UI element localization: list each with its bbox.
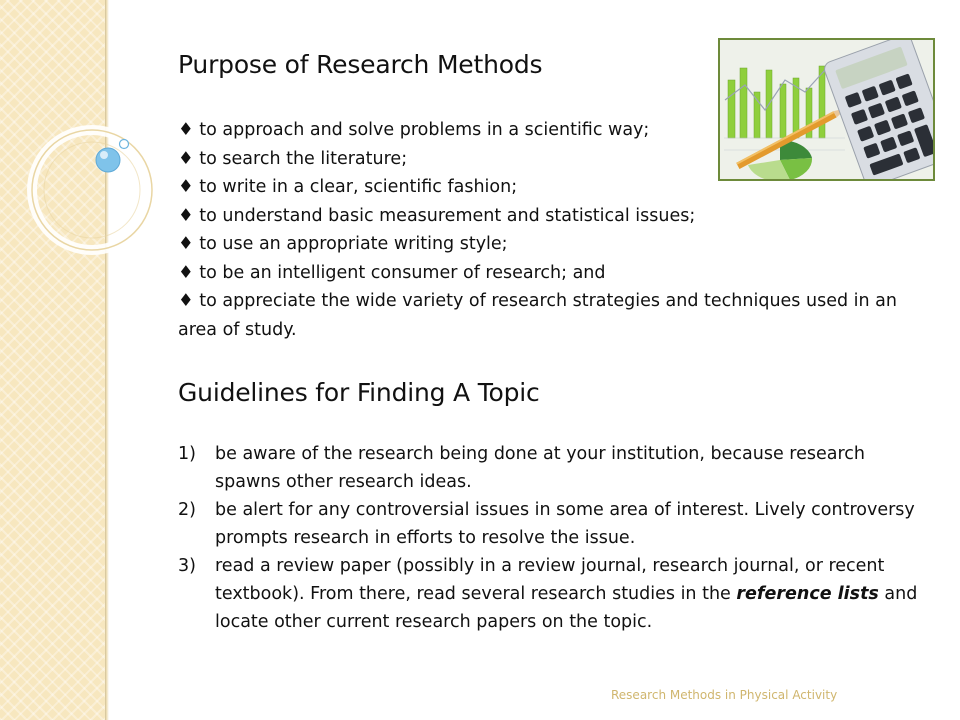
diamond-bullet-icon: ♦ <box>178 205 194 226</box>
sidebar-edge <box>106 0 109 720</box>
decorative-sidebar <box>0 0 106 720</box>
guidelines-heading: Guidelines for Finding A Topic <box>178 378 540 407</box>
guideline-text-part: read a review paper (possibly in a review journal, research journal, or recent textbook). From there, read several research studies in the <box>215 556 885 604</box>
purpose-bullet <box>178 202 923 231</box>
bullet-text: to understand basic measurement and statistical issues; <box>199 205 696 226</box>
guideline-text-part: and locate other current research papers on the topic. <box>215 584 918 632</box>
bullet-text: to write in a clear, scientific fashion; <box>199 177 518 197</box>
chart-calculator-icon <box>720 40 933 179</box>
diamond-bullet-icon: ♦ <box>178 234 194 254</box>
guideline-number: 2) <box>178 500 196 520</box>
purpose-bullet <box>178 230 923 259</box>
guideline-number: 1) <box>178 444 196 464</box>
bullet-text: to use an appropriate writing style; <box>199 234 508 254</box>
diamond-bullet-icon: ♦ <box>178 291 194 311</box>
guideline-number: 3) <box>178 556 196 576</box>
purpose-bullet <box>178 259 923 288</box>
diamond-bullet-icon: ♦ <box>178 177 194 197</box>
reference-lists-emphasis: reference lists <box>736 584 879 604</box>
diamond-bullet-icon: ♦ <box>178 262 194 283</box>
purpose-heading: Purpose of Research Methods <box>178 50 543 79</box>
guideline-text: be aware of the research being done at your institution, because research spawns other research ideas. <box>215 444 865 492</box>
guidelines-list <box>178 440 938 636</box>
bullet-text: to be an intelligent consumer of research; and <box>199 262 606 283</box>
bullet-text: to search the literature; <box>199 148 408 169</box>
chart-calculator-photo <box>718 38 935 181</box>
guideline-item <box>178 552 938 636</box>
guideline-text: be alert for any controversial issues in some area of interest. Lively controversy prompts research in efforts to resolve the issue. <box>215 500 915 548</box>
bullet-text: to approach and solve problems in a scientific way; <box>199 120 650 140</box>
diamond-bullet-icon: ♦ <box>178 148 194 169</box>
guideline-item <box>178 496 938 552</box>
footer-text: Research Methods in Physical Activity <box>611 688 838 702</box>
purpose-bullet <box>178 287 923 344</box>
guideline-item <box>178 440 938 496</box>
diamond-bullet-icon: ♦ <box>178 120 194 140</box>
bullet-text: to appreciate the wide variety of research strategies and techniques used in an area of study. <box>178 291 897 340</box>
guideline-text <box>215 552 935 636</box>
